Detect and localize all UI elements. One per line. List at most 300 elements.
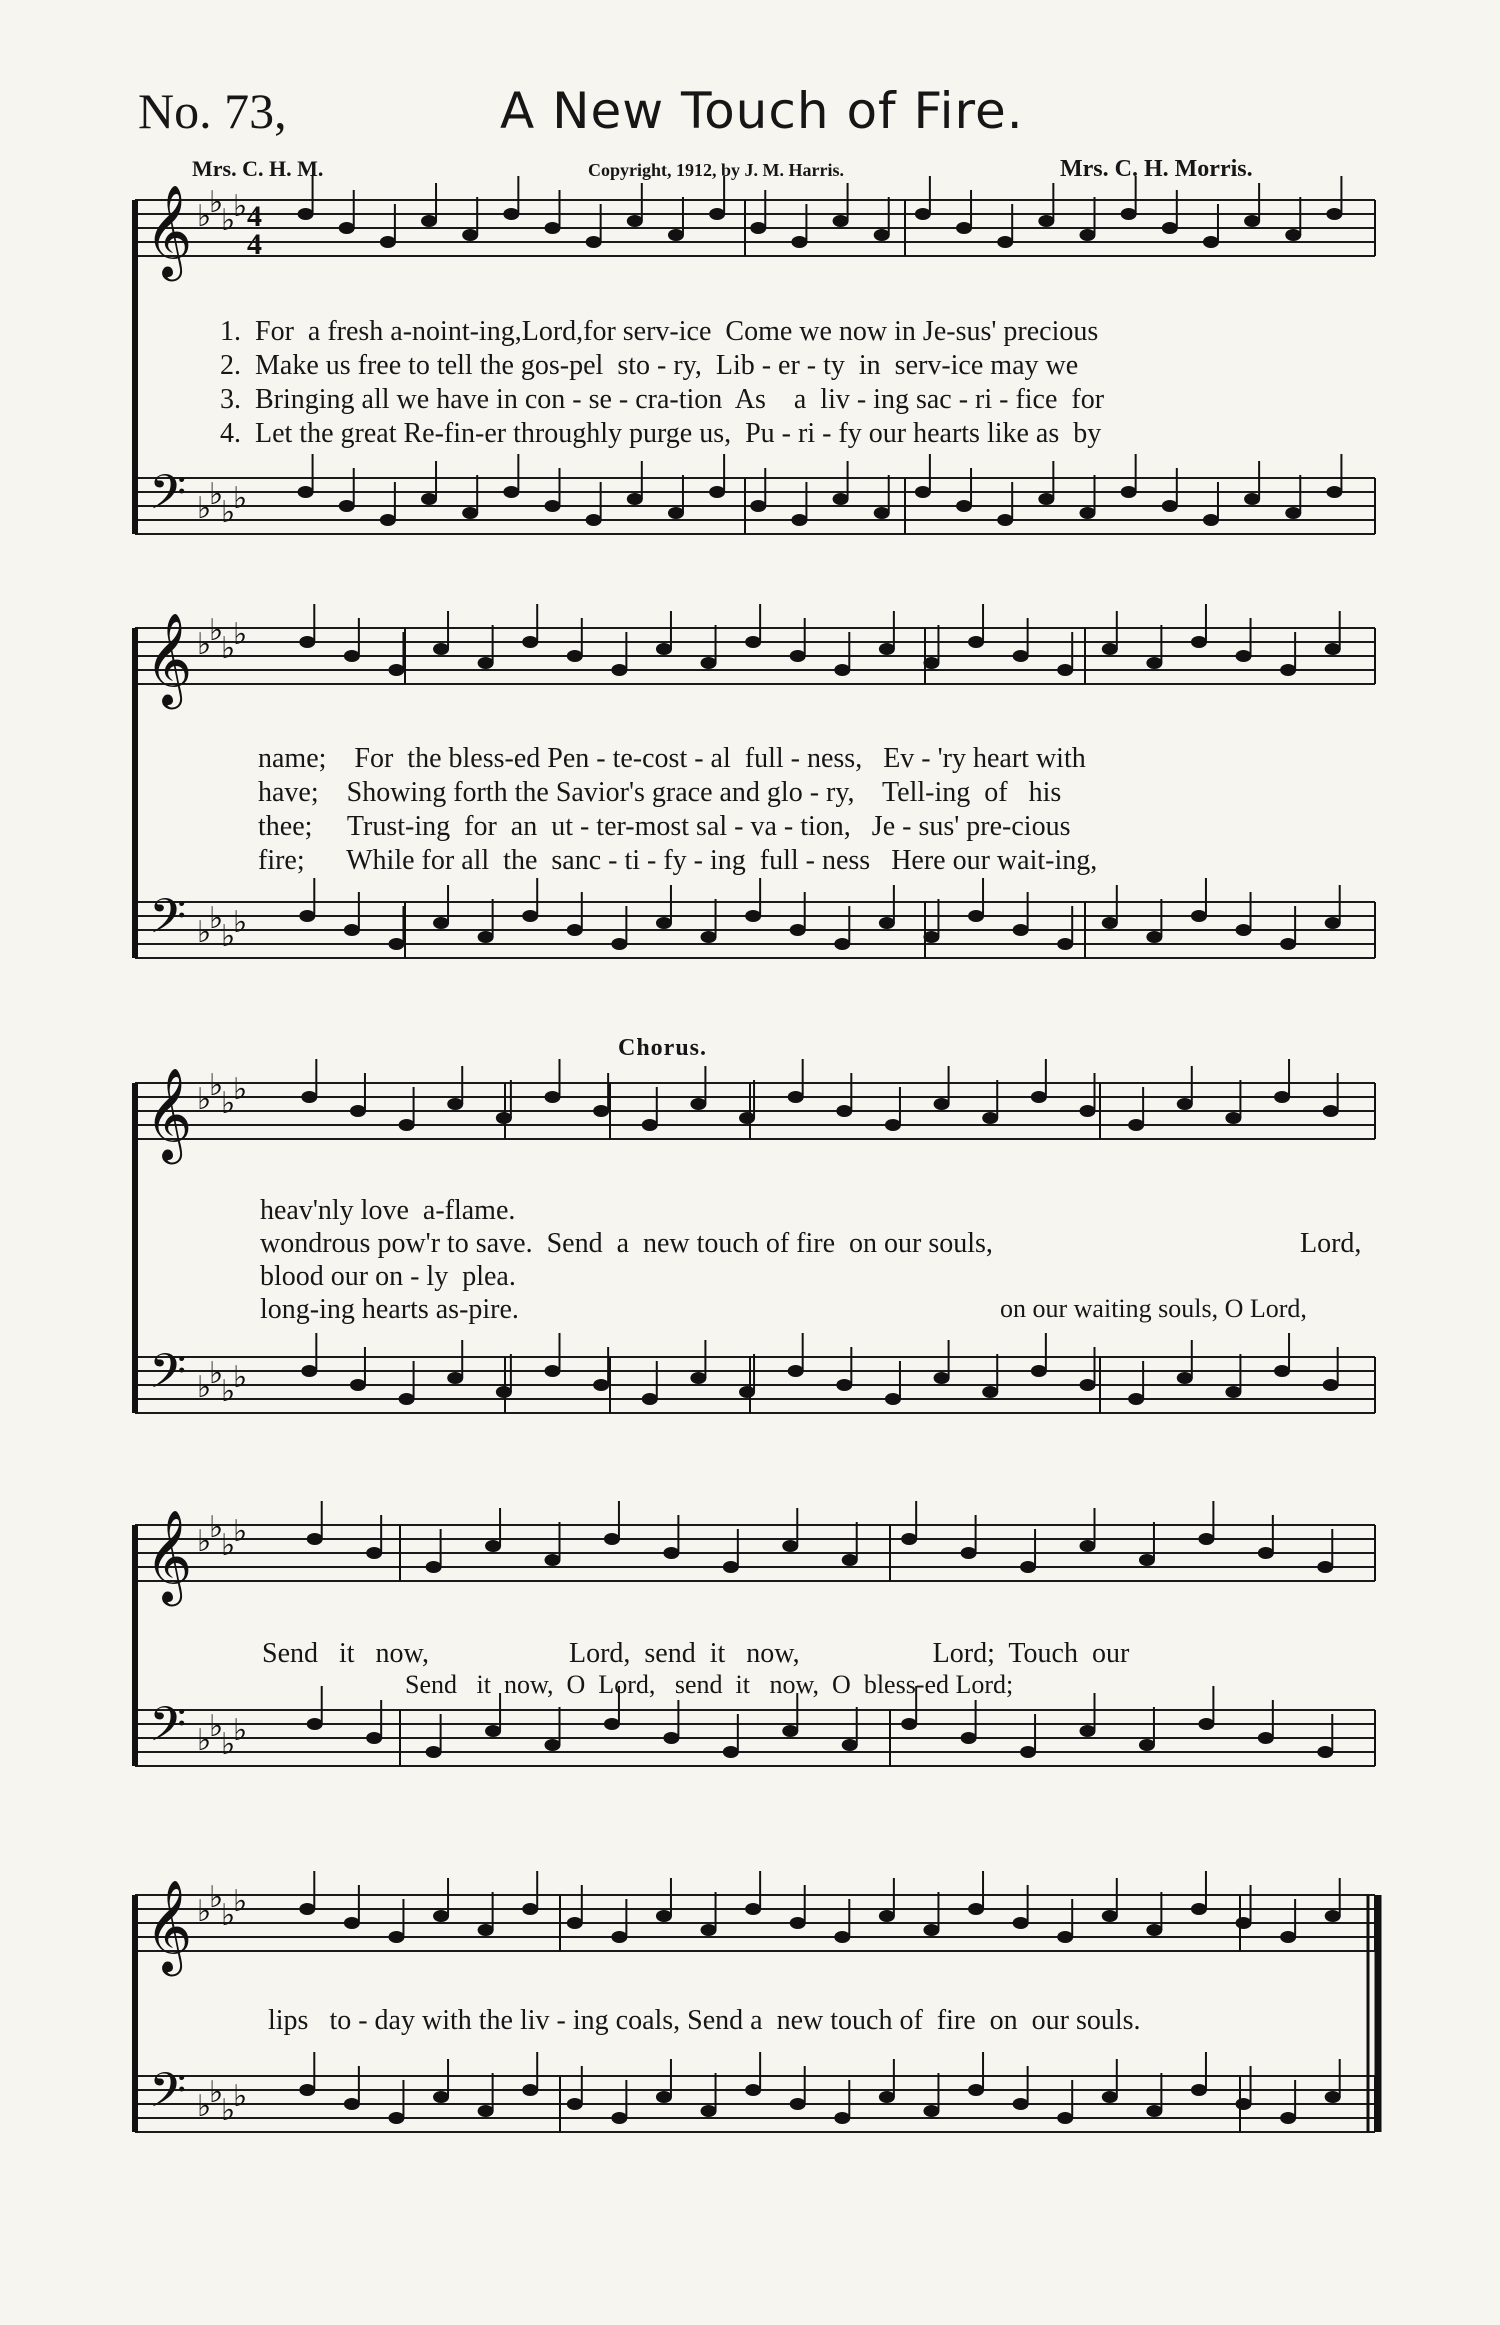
- bass-note: [915, 486, 931, 498]
- treble-note: [485, 1540, 501, 1552]
- bass-note: [1102, 917, 1118, 929]
- treble-note: [642, 1119, 658, 1131]
- treble-note: [366, 1547, 382, 1559]
- flat-icon: ♭: [221, 1528, 236, 1563]
- flat-icon: ♭: [233, 1360, 248, 1395]
- treble-note: [1013, 650, 1029, 662]
- treble-note: [1080, 229, 1096, 241]
- verse-4-line-1: 4. Let the great Re-fin-er throughly purge us, Pu - ri - fy our hearts like as by: [220, 418, 1102, 449]
- flat-icon: ♭: [197, 491, 212, 526]
- verse-4-line-3: long-ing hearts as-pire.: [260, 1294, 519, 1325]
- bass-note: [790, 2098, 806, 2110]
- treble-note: [593, 1105, 609, 1117]
- hymn-title: A New Touch of Fire.: [500, 82, 1024, 140]
- bass-note: [366, 1732, 382, 1744]
- bass-clef-icon: 𝄢: [149, 1696, 187, 1764]
- treble-note: [1325, 643, 1341, 655]
- staff-systems: [135, 184, 1378, 2132]
- bass-note: [1177, 1372, 1193, 1384]
- treble-note: [745, 1903, 761, 1915]
- treble-note: [690, 1098, 706, 1110]
- flat-icon: ♭: [209, 1709, 224, 1744]
- treble-note: [874, 229, 890, 241]
- bass-note: [836, 1379, 852, 1391]
- bass-note: [545, 1739, 561, 1751]
- bass-note: [1236, 924, 1252, 936]
- treble-clef-icon: 𝄞: [145, 1879, 193, 1972]
- bass-note: [298, 486, 314, 498]
- treble-note: [1280, 1931, 1296, 1943]
- treble-note: [1236, 650, 1252, 662]
- treble-note: [627, 215, 643, 227]
- flat-icon: ♭: [221, 203, 236, 238]
- treble-note: [545, 1554, 561, 1566]
- flat-icon: ♭: [233, 1713, 248, 1748]
- bass-note: [462, 507, 478, 519]
- bass-note: [788, 1365, 804, 1377]
- bass-note: [663, 1732, 679, 1744]
- bass-note: [1057, 938, 1073, 950]
- treble-note: [1139, 1554, 1155, 1566]
- treble-note: [307, 1533, 323, 1545]
- flat-icon: ♭: [197, 199, 212, 234]
- bass-note: [522, 910, 538, 922]
- treble-note: [1274, 1091, 1290, 1103]
- treble-note: [1326, 208, 1342, 220]
- bass-note: [1274, 1365, 1290, 1377]
- bass-note: [701, 2105, 717, 2117]
- bass-note: [723, 1746, 739, 1758]
- flat-icon: ♭: [233, 1884, 248, 1919]
- bass-note: [1326, 486, 1342, 498]
- bass-note: [656, 917, 672, 929]
- bass-note: [567, 924, 583, 936]
- treble-note: [1225, 1112, 1241, 1124]
- flat-icon: ♭: [233, 617, 248, 652]
- treble-note: [745, 636, 761, 648]
- chorus-lord-word: Lord,: [1300, 1228, 1362, 1259]
- treble-note: [1038, 215, 1054, 227]
- bass-note: [586, 514, 602, 526]
- bass-note: [1128, 1393, 1144, 1405]
- treble-note: [1325, 1910, 1341, 1922]
- treble-note: [968, 1903, 984, 1915]
- flat-icon: ♭: [221, 495, 236, 530]
- treble-note: [782, 1540, 798, 1552]
- treble-note: [997, 236, 1013, 248]
- bass-note: [833, 493, 849, 505]
- bass-note: [1080, 1725, 1096, 1737]
- treble-note: [1146, 1924, 1162, 1936]
- bass-note: [1031, 1365, 1047, 1377]
- bass-note: [1102, 2091, 1118, 2103]
- bass-note: [567, 2098, 583, 2110]
- treble-note: [923, 1924, 939, 1936]
- bass-note: [997, 514, 1013, 526]
- bass-note: [1203, 514, 1219, 526]
- treble-note: [478, 1924, 494, 1936]
- bass-note: [388, 2112, 404, 2124]
- flat-icon: ♭: [221, 1898, 236, 1933]
- treble-note: [1057, 664, 1073, 676]
- flat-icon: ♭: [221, 631, 236, 666]
- bass-note: [299, 910, 315, 922]
- flat-icon: ♭: [209, 185, 224, 220]
- treble-note: [1317, 1561, 1333, 1573]
- bass-note: [1244, 493, 1260, 505]
- treble-note: [1244, 215, 1260, 227]
- flat-icon: ♭: [233, 1072, 248, 1107]
- treble-clef-icon: 𝄞: [145, 1509, 193, 1602]
- treble-clef-icon: 𝄞: [145, 184, 193, 277]
- treble-note: [879, 1910, 895, 1922]
- bass-clef-icon: 𝄢: [149, 2062, 187, 2130]
- flat-icon: ♭: [197, 915, 212, 950]
- bass-note: [668, 507, 684, 519]
- bass-note: [745, 910, 761, 922]
- bass-note: [593, 1379, 609, 1391]
- verse-4-line-2: fire; While for all the sanc - ti - fy - ing full - ness Here our wait-ing,: [258, 845, 1098, 876]
- treble-note: [663, 1547, 679, 1559]
- bass-note: [934, 1372, 950, 1384]
- chorus-line-1: Send it now, Lord, send it now, Lord; Touch our: [262, 1638, 1130, 1669]
- treble-note: [723, 1561, 739, 1573]
- bass-note: [982, 1386, 998, 1398]
- flat-icon: ♭: [221, 2093, 236, 2128]
- bass-note: [611, 2112, 627, 2124]
- flat-icon: ♭: [221, 919, 236, 954]
- bass-note: [782, 1725, 798, 1737]
- bass-note: [478, 2105, 494, 2117]
- treble-note: [790, 650, 806, 662]
- treble-note: [1020, 1561, 1036, 1573]
- bass-note: [344, 924, 360, 936]
- treble-note: [522, 1903, 538, 1915]
- hymn-number: No. 73,: [138, 83, 287, 139]
- verse-2-line-2: have; Showing forth the Savior's grace and glo - ry, Tell-ing of his: [258, 777, 1062, 808]
- treble-note: [388, 1931, 404, 1943]
- bass-note: [522, 2084, 538, 2096]
- bass-note: [433, 2091, 449, 2103]
- flat-icon: ♭: [221, 1727, 236, 1762]
- bass-note: [923, 931, 939, 943]
- bass-note: [1191, 2084, 1207, 2096]
- bass-note: [874, 507, 890, 519]
- bass-note: [901, 1718, 917, 1730]
- bass-clef-icon: 𝄢: [149, 464, 187, 532]
- treble-note: [968, 636, 984, 648]
- treble-note: [380, 236, 396, 248]
- flat-icon: ♭: [209, 2075, 224, 2110]
- flat-icon: ♭: [197, 1894, 212, 1929]
- bass-note: [968, 910, 984, 922]
- treble-note: [915, 208, 931, 220]
- treble-note: [567, 650, 583, 662]
- flat-icon: ♭: [209, 613, 224, 648]
- treble-note: [790, 1917, 806, 1929]
- treble-note: [399, 1119, 415, 1131]
- treble-note: [567, 1917, 583, 1929]
- flat-icon: ♭: [209, 1510, 224, 1545]
- bass-note: [1038, 493, 1054, 505]
- flat-icon: ♭: [221, 1086, 236, 1121]
- treble-note: [1198, 1533, 1214, 1545]
- flat-icon: ♭: [209, 477, 224, 512]
- bass-note: [307, 1718, 323, 1730]
- bass-note: [1280, 2112, 1296, 2124]
- flat-icon: ♭: [197, 1082, 212, 1117]
- bass-note: [834, 938, 850, 950]
- treble-note: [344, 650, 360, 662]
- chorus-line-2: lips to - day with the liv - ing coals, Send a new touch of fire on our souls.: [268, 2005, 1141, 2036]
- time-signature: 4: [247, 200, 262, 233]
- treble-note: [1121, 208, 1137, 220]
- bass-note: [842, 1739, 858, 1751]
- bass-note: [1013, 2098, 1029, 2110]
- bass-note: [750, 500, 766, 512]
- copyright-notice: Copyright, 1912, by J. M. Harris.: [588, 160, 844, 180]
- bass-note: [1280, 938, 1296, 950]
- composer-credit: Mrs. C. H. Morris.: [1060, 156, 1253, 182]
- flat-icon: ♭: [233, 905, 248, 940]
- treble-note: [586, 236, 602, 248]
- treble-note: [1236, 1917, 1252, 1929]
- treble-note: [1191, 1903, 1207, 1915]
- treble-note: [656, 1910, 672, 1922]
- treble-note: [545, 1091, 561, 1103]
- bass-note: [923, 2105, 939, 2117]
- bass-clef-icon: 𝄢: [149, 888, 187, 956]
- treble-note: [1280, 664, 1296, 676]
- bass-note: [1236, 2098, 1252, 2110]
- bass-note: [344, 2098, 360, 2110]
- treble-note: [301, 1091, 317, 1103]
- treble-note: [739, 1112, 755, 1124]
- bass-note: [709, 486, 725, 498]
- treble-note: [901, 1533, 917, 1545]
- treble-note: [299, 636, 315, 648]
- treble-note: [1191, 636, 1207, 648]
- bass-note: [1121, 486, 1137, 498]
- treble-note: [298, 208, 314, 220]
- treble-note: [982, 1112, 998, 1124]
- bass-note: [545, 1365, 561, 1377]
- treble-note: [709, 208, 725, 220]
- treble-note: [701, 657, 717, 669]
- bass-note: [701, 931, 717, 943]
- verse-1-line-2: name; For the bless-ed Pen - te-cost - al full - ness, Ev - 'ry heart with: [258, 743, 1086, 774]
- bass-note: [339, 500, 355, 512]
- bass-note: [545, 500, 561, 512]
- bass-note: [1225, 1386, 1241, 1398]
- bass-note: [885, 1393, 901, 1405]
- bass-note: [399, 1393, 415, 1405]
- verse-3-line-2: thee; Trust-ing for an ut - ter-most sal - va - tion, Je - sus' pre-cious: [258, 811, 1071, 842]
- flat-icon: ♭: [197, 627, 212, 662]
- bass-note: [433, 917, 449, 929]
- bass-note: [956, 500, 972, 512]
- treble-note: [496, 1112, 512, 1124]
- treble-note: [339, 222, 355, 234]
- flat-icon: ♭: [209, 901, 224, 936]
- bass-note: [1325, 2091, 1341, 2103]
- treble-note: [1146, 657, 1162, 669]
- treble-note: [1285, 229, 1301, 241]
- treble-note: [503, 208, 519, 220]
- treble-note: [1080, 1540, 1096, 1552]
- bass-note: [745, 2084, 761, 2096]
- treble-note: [433, 1910, 449, 1922]
- flat-icon: ♭: [233, 481, 248, 516]
- bass-note: [1057, 2112, 1073, 2124]
- bass-note: [478, 931, 494, 943]
- chorus-echo-line-2: Send it now, O Lord, send it now, O bless-ed Lord;: [405, 1670, 1014, 1699]
- flat-icon: ♭: [233, 189, 248, 224]
- bass-note: [604, 1718, 620, 1730]
- bass-note: [642, 1393, 658, 1405]
- treble-note: [388, 664, 404, 676]
- bass-note: [426, 1746, 442, 1758]
- bass-note: [485, 1725, 501, 1737]
- treble-note: [1128, 1119, 1144, 1131]
- treble-note: [934, 1098, 950, 1110]
- treble-note: [879, 643, 895, 655]
- treble-note: [604, 1533, 620, 1545]
- bass-note: [834, 2112, 850, 2124]
- flat-icon: ♭: [233, 1514, 248, 1549]
- verse-1-line-3: heav'nly love a-flame.: [260, 1195, 516, 1226]
- treble-note: [788, 1091, 804, 1103]
- bass-note: [627, 493, 643, 505]
- treble-note: [1203, 236, 1219, 248]
- bass-note: [299, 2084, 315, 2096]
- treble-note: [426, 1561, 442, 1573]
- bass-note: [1146, 931, 1162, 943]
- treble-note: [433, 643, 449, 655]
- treble-note: [462, 229, 478, 241]
- bass-note: [301, 1365, 317, 1377]
- treble-note: [834, 664, 850, 676]
- bass-note: [611, 938, 627, 950]
- treble-clef-icon: 𝄞: [145, 612, 193, 705]
- bass-note: [790, 924, 806, 936]
- bass-note: [1191, 910, 1207, 922]
- bass-note: [1020, 1746, 1036, 1758]
- flat-icon: ♭: [209, 1880, 224, 1915]
- bass-note: [496, 1386, 512, 1398]
- verse-1-line-1: 1. For a fresh a-noint-ing,Lord,for serv-ice Come we now in Je-sus' precious: [220, 316, 1099, 347]
- verse-2-line-3: wondrous pow'r to save. Send a new touch of fire on our souls,: [260, 1228, 993, 1259]
- treble-note: [299, 1903, 315, 1915]
- treble-note: [1323, 1105, 1339, 1117]
- treble-note: [923, 657, 939, 669]
- flat-icon: ♭: [233, 2079, 248, 2114]
- bass-note: [690, 1372, 706, 1384]
- treble-note: [668, 229, 684, 241]
- treble-note: [961, 1547, 977, 1559]
- treble-note: [1013, 1917, 1029, 1929]
- treble-note: [842, 1554, 858, 1566]
- treble-note: [350, 1105, 366, 1117]
- bass-note: [791, 514, 807, 526]
- treble-note: [750, 222, 766, 234]
- flat-icon: ♭: [209, 1356, 224, 1391]
- lyricist-credit: Mrs. C. H. M.: [192, 156, 324, 181]
- bass-note: [503, 486, 519, 498]
- bass-note: [380, 514, 396, 526]
- bass-note: [1080, 507, 1096, 519]
- treble-note: [545, 222, 561, 234]
- bass-note: [879, 2091, 895, 2103]
- chorus-echo-line-1: on our waiting souls, O Lord,: [1000, 1294, 1307, 1323]
- verse-3-line-1: 3. Bringing all we have in con - se - cra-tion As a liv - ing sac - ri - fice for: [220, 384, 1105, 415]
- treble-note: [611, 1931, 627, 1943]
- time-signature: 4: [247, 228, 262, 261]
- treble-note: [1258, 1547, 1274, 1559]
- flat-icon: ♭: [209, 1068, 224, 1103]
- treble-note: [611, 664, 627, 676]
- treble-note: [522, 636, 538, 648]
- bass-clef-icon: 𝄢: [149, 1343, 187, 1411]
- treble-note: [1031, 1091, 1047, 1103]
- bass-note: [1139, 1739, 1155, 1751]
- treble-note: [656, 643, 672, 655]
- bass-note: [447, 1372, 463, 1384]
- treble-note: [1102, 1910, 1118, 1922]
- bass-note: [879, 917, 895, 929]
- treble-note: [1057, 1931, 1073, 1943]
- treble-note: [956, 222, 972, 234]
- verse-3-line-3: blood our on - ly plea.: [260, 1261, 516, 1292]
- flat-icon: ♭: [197, 2089, 212, 2124]
- treble-note: [1080, 1105, 1096, 1117]
- treble-note: [791, 236, 807, 248]
- chorus-label: Chorus.: [618, 1035, 708, 1061]
- bass-note: [961, 1732, 977, 1744]
- bass-note: [1080, 1379, 1096, 1391]
- bass-note: [1013, 924, 1029, 936]
- bass-note: [1285, 507, 1301, 519]
- bass-note: [1198, 1718, 1214, 1730]
- bass-note: [656, 2091, 672, 2103]
- treble-clef-icon: 𝄞: [145, 1067, 193, 1160]
- bass-note: [968, 2084, 984, 2096]
- note-heads: [298, 176, 1343, 2124]
- bass-note: [1317, 1746, 1333, 1758]
- treble-note: [344, 1917, 360, 1929]
- bass-note: [388, 938, 404, 950]
- flat-icon: ♭: [221, 1374, 236, 1409]
- flat-icon: ♭: [197, 1723, 212, 1758]
- treble-note: [701, 1924, 717, 1936]
- bass-note: [1146, 2105, 1162, 2117]
- treble-note: [447, 1098, 463, 1110]
- bass-note: [421, 493, 437, 505]
- bass-note: [350, 1379, 366, 1391]
- bass-note: [1323, 1379, 1339, 1391]
- flat-icon: ♭: [197, 1524, 212, 1559]
- flat-icon: ♭: [197, 1370, 212, 1405]
- treble-note: [478, 657, 494, 669]
- bass-note: [739, 1386, 755, 1398]
- treble-note: [836, 1105, 852, 1117]
- bass-note: [1325, 917, 1341, 929]
- treble-note: [885, 1119, 901, 1131]
- treble-note: [1102, 643, 1118, 655]
- bass-note: [1162, 500, 1178, 512]
- treble-note: [833, 215, 849, 227]
- treble-note: [1177, 1098, 1193, 1110]
